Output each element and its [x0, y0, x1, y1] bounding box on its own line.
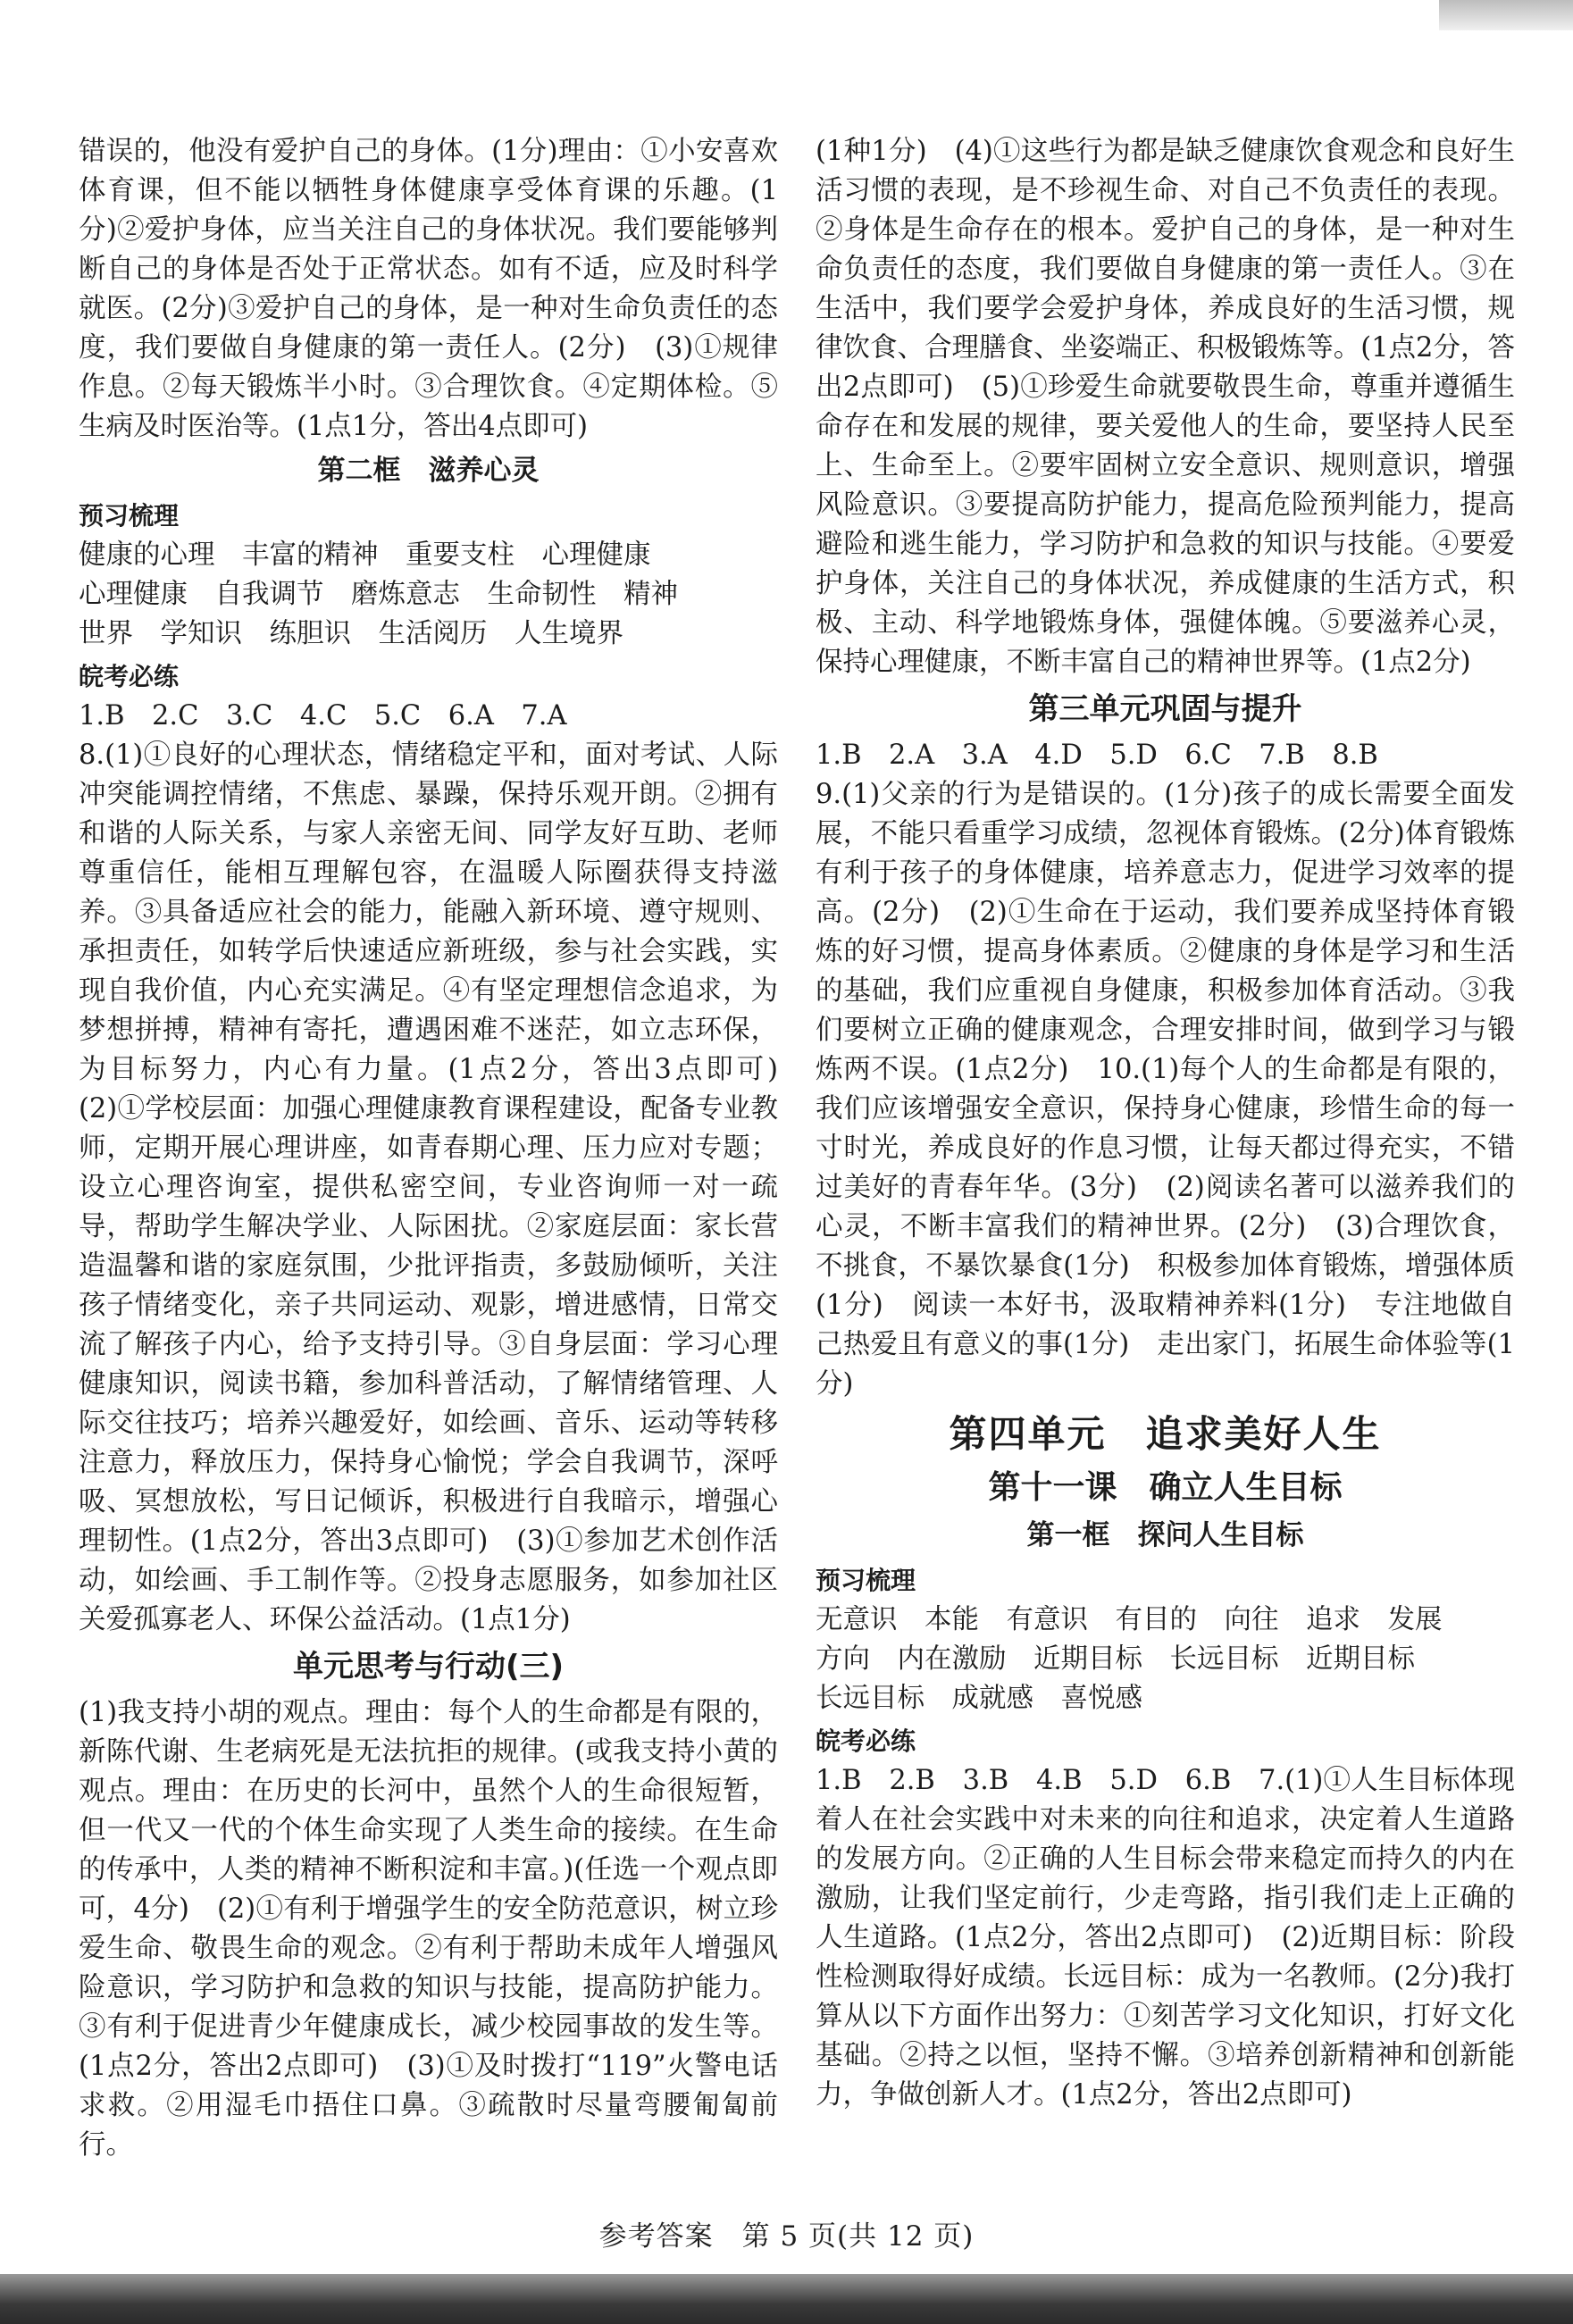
answer-paragraph: 1.B 2.B 3.B 4.B 5.D 6.B 7.(1)①人生目标体现着人在社会实践中对未来的向往和追求，决定着人生道路的发展方向。②正确的人生目标会带来稳定而持久的内在激励，让我们坚定前行，少走弯路，指引我们走上正确的人生道路。(1点2分，答出2点即可) (2)近期目标：阶段性检测取得好成绩。长远目标：成为一名教师。(2分)我打算从以下方面作出努力：①刻苦学习文化知识，打好文化基础。②持之以恒，坚持不懈。③培养创新精神和创新能力，争做创新人才。(1点2分，答出2点即可) — [816, 1765, 1515, 2111]
answer-paragraph: (1种1分) (4)①这些行为都是缺乏健康饮食观念和良好生活习惯的表现，是不珍视生命、对自己不负责任的表现。②身体是生命存在的根本。爱护自己的身体，是一种对生命负责任的态度，我们要做自身健康的第一责任人。③在生活中，我们要学会爱护身体，养成良好的生活习惯，规律饮食、合理膳食、坐姿端正、积极锻炼等。(1点2分，答出2点即可) (5)①珍爱生命就要敬畏生命，尊重并遵循生命存在和发展的规律，要关爱他人的生命，要坚持人民至上、生命至上。②要牢固树立安全意识、规则意识，增强风险意识。③要提高防护能力，提高危险预判能力，提高避险和逃生能力，学习防护和急救的知识与技能。④要爱护身体，关注自己的身体状况，养成健康的生活方式，积极、主动、科学地锻炼身体，强健体魄。⑤要滋养心灵，保持心理健康，不断丰富自己的精神世界等。(1点2分) — [816, 136, 1515, 678]
left-column — [79, 132, 806, 2165]
preview-answers: 健康的心理 丰富的精神 重要支柱 心理健康 心理健康 自我调节 磨炼意志 生命韧性 精神 世界 学知识 练胆识 生活阅历 人生境界 — [79, 539, 678, 649]
section-title: 单元思考与行动(三) — [292, 1649, 565, 1684]
section-title: 第一框 探问人生目标 — [1026, 1519, 1304, 1551]
preview-answers: 无意识 本能 有意识 有目的 向往 追求 发展 方向 内在激励 近期目标 长远目标 近期目标 长远目标 成就感 喜悦感 — [816, 1604, 1443, 1714]
answer-paragraph: 错误的，他没有爱护自己的身体。(1分)理由：①小安喜欢体育课，但不能以牺牲身体健康享受体育课的乐趣。(1分)②爱护身体，应当关注自己的身体状况。我们要能够判断自己的身体是否处于正常状态。如有不适，应及时科学就医。(2分)③爱护自己的身体，是一种对生命负责任的态度，我们要做自身健康的第一责任人。(2分) (3)①规律作息。②每天锻炼半小时。③合理饮食。④定期体检。⑤生病及时医治等。(1点1分，答出4点即可) — [79, 136, 778, 442]
subsection-label: 预习梳理 — [79, 501, 180, 531]
unit-title: 第四单元 追求美好人生 — [949, 1412, 1382, 1456]
choice-answers: 1.B 2.A 3.A 4.D 5.D 6.C 7.B 8.B — [816, 740, 1378, 771]
subsection-label: 预习梳理 — [816, 1566, 916, 1595]
subsection-label: 皖考必练 — [816, 1726, 916, 1756]
subsection-label: 皖考必练 — [79, 662, 180, 691]
section-title: 第三单元巩固与提升 — [1028, 691, 1302, 727]
page-footer: 参考答案 第 5 页(共 12 页) — [598, 2220, 975, 2253]
right-column — [816, 132, 1515, 2115]
scan-edge-shadow — [0, 2274, 1573, 2324]
choice-answers: 1.B 2.C 3.C 4.C 5.C 6.A 7.A — [79, 700, 567, 731]
answer-paragraph: 9.(1)父亲的行为是错误的。(1分)孩子的成长需要全面发展，不能只看重学习成绩，忽视体育锻炼。(2分)体育锻炼有利于孩子的身体健康，培养意志力，促进学习效率的提高。(2分) (2)①生命在于运动，我们要养成坚持体育锻炼的好习惯，提高身体素质。②健康的身体是学习和生活的基础，我们应重视自身健康，积极参加体育活动。③我们要树立正确的健康观念，合理安排时间，做到学习与锻炼两不误。(1点2分) 10.(1)每个人的生命都是有限的，我们应该增强安全意识，保持身心健康，珍惜生命的每一寸时光，养成良好的作息习惯，让每天都过得充实，不错过美好的青春年华。(3分) (2)阅读名著可以滋养我们的心灵，不断丰富我们的精神世界。(2分) (3)合理饮食，不挑食，不暴饮暴食(1分) 积极参加体育锻炼，增强体质(1分) 阅读一本好书，汲取精神养料(1分) 专注地做自己热爱且有意义的事(1分) 走出家门，拓展生命体验等(1分) — [816, 779, 1515, 1400]
section-title: 第二框 滋养心灵 — [317, 455, 540, 487]
lesson-title: 第十一课 确立人生目标 — [988, 1469, 1343, 1506]
answer-paragraph: (1)我支持小胡的观点。理由：每个人的生命都是有限的，新陈代谢、生老病死是无法抗拒的规律。(或我支持小黄的观点。理由：在历史的长河中，虽然个人的生命很短暂，但一代又一代的个体生命实现了人类生命的接续。在生命的传承中，人类的精神不断积淀和丰富。)(任选一个观点即可，4分) (2)①有利于增强学生的安全防范意识，树立珍爱生命、敬畏生命的观念。②有利于帮助未成年人增强风险意识，学习防护和急救的知识与技能，提高防护能力。③有利于促进青少年健康成长，减少校园事故的发生等。(1点2分，答出2点即可) (3)①及时拨打“119”火警电话求救。②用湿毛巾捂住口鼻。③疏散时尽量弯腰匍匐前行。 — [79, 1697, 778, 2161]
page-corner-shadow — [1439, 0, 1573, 30]
answer-paragraph: 8.(1)①良好的心理状态，情绪稳定平和，面对考试、人际冲突能调控情绪，不焦虑、暴躁，保持乐观开朗。②拥有和谐的人际关系，与家人亲密无间、同学友好互助、老师尊重信任，能相互理解包容，在温暖人际圈获得支持滋养。③具备适应社会的能力，能融入新环境、遵守规则、承担责任，如转学后快速适应新班级，参与社会实践，实现自我价值，内心充实满足。④有坚定理想信念追求，为梦想拼搏，精神有寄托，遭遇困难不迷茫，如立志环保，为目标努力，内心有力量。(1点2分，答出3点即可) (2)①学校层面：加强心理健康教育课程建设，配备专业教师，定期开展心理讲座，如青春期心理、压力应对专题；设立心理咨询室，提供私密空间，专业咨询师一对一疏导，帮助学生解决学业、人际困扰。②家庭层面：家长营造温馨和谐的家庭氛围，少批评指责，多鼓励倾听，关注孩子情绪变化，亲子共同运动、观影，增进感情，日常交流了解孩子内心，给予支持引导。③自身层面：学习心理健康知识，阅读书籍，参加科普活动，了解情绪管理、人际交往技巧；培养兴趣爱好，如绘画、音乐、运动等转移注意力，释放压力，保持身心愉悦；学会自我调节，深呼吸、冥想放松，写日记倾诉，积极进行自我暗示，增强心理韧性。(1点2分，答出3点即可) (3)①参加艺术创作活动，如绘画、手工制作等。②投身志愿服务，如参加社区关爱孤寡老人、环保公益活动。(1点1分) — [79, 740, 806, 1635]
